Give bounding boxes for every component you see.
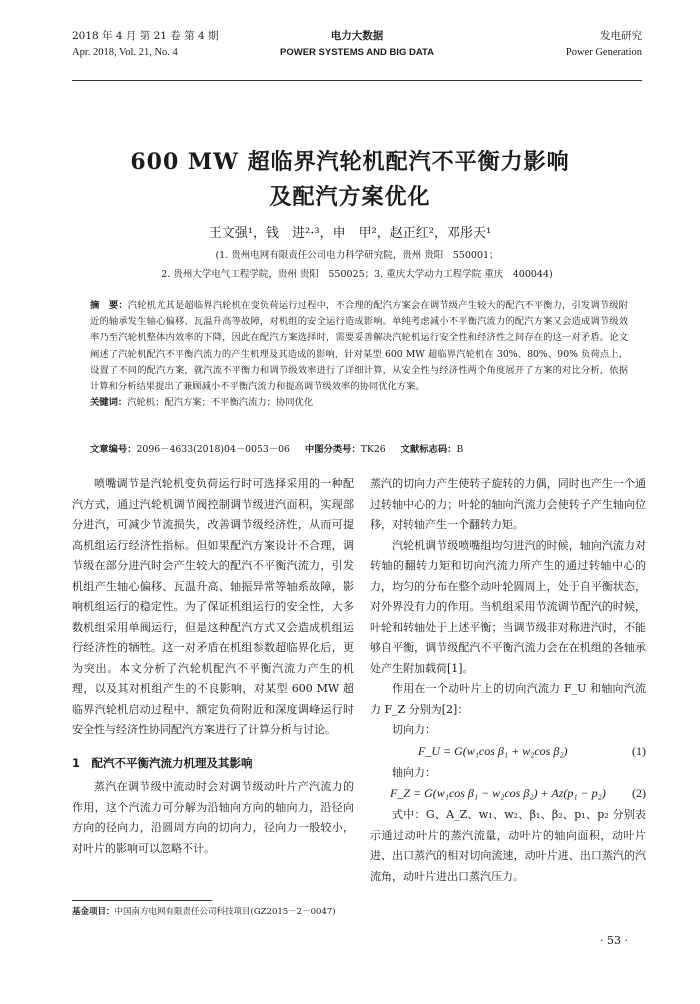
title-line-1: 600 MW 超临界汽轮机配汽不平衡力影响 <box>130 149 570 175</box>
paragraph-tangential: 蒸汽的切向力产生使转子旋转的力偶，同时也产生一个通过转轴中心的力；叶轮的轴向汽流力会使转子产生轴向位移，对转轴产生一个翻转力矩。 <box>370 477 646 531</box>
affiliation-1: (1. 贵州电网有限责任公司电力科学研究院，贵州 贵阳 550001； <box>215 250 499 261</box>
abstract <box>90 298 628 411</box>
equation-2-body: F_Z = G(w₁cos β₁ − w₂cos β₂) + Az(p₁ − p₂) <box>390 786 606 800</box>
paragraph-symbols: 式中：G、A_Z、w₁、w₂、β₁、β₂、p₁、p₂ 分别表示通过动叶片的蒸汽流量，动叶片的轴向面积，动叶片进、出口蒸汽的相对切向流速，动叶片进、出口蒸汽的汽流角，动叶片进出口蒸汽压力。 <box>370 808 646 883</box>
section-heading-1: 1 配汽不平衡汽流力机理及其影响 <box>72 755 253 770</box>
body-column-right <box>370 474 646 887</box>
abstract-label: 摘 要： <box>90 300 128 311</box>
clc-code: TK26 <box>360 444 386 455</box>
footnote-rule <box>72 900 212 901</box>
article-no-label: 文章编号： <box>90 444 137 455</box>
doc-code-label: 文献标志码： <box>400 444 457 455</box>
equation-2-label: 轴向力： <box>392 765 436 779</box>
title-line-2: 及配汽方案优化 <box>269 184 431 210</box>
article-no: 2096－4633(2018)04－0053－06 <box>136 444 290 455</box>
page-number: · 53 · <box>600 934 628 947</box>
keywords-text: 汽轮机；配汽方案；不平衡汽流力；协同优化 <box>127 397 314 409</box>
header-right <box>566 28 642 58</box>
keywords-label: 关键词： <box>90 397 128 409</box>
paragraph-forces-intro: 作用在一个动叶片上的切向汽流力 F_U 和轴向汽流力 F_Z 分别为[2]： <box>370 682 646 716</box>
paragraph-nozzle: 汽轮机调节级喷嘴组均匀进汽的时候，轴向汽流力对转轴的翻转力矩和切向汽流力所产生的通过转轴中心的力，均匀的分布在整个动叶轮圆周上，处于自平衡状态，对外界没有力的作用。当机组采用节流调节配汽的时候，叶轮和转轴处于上述平衡；当调节级非对称进汽时，不能够自平衡，调节级配汽不平衡汽流力会在在机组的各轴承处产生附加载荷[1]。 <box>370 538 646 675</box>
keywords <box>90 395 628 411</box>
journal-issue-cn: 2018 年 4 月 第 21 卷 第 4 期 <box>72 30 219 42</box>
funding-text: 中国南方电网有限责任公司科技项目(GZ2015－2－0047) <box>114 907 336 917</box>
article-meta <box>90 441 628 455</box>
equation-1-label: 切向力： <box>392 723 436 736</box>
paragraph-intro: 喷嘴调节是汽轮机变负荷运行时可选择采用的一种配汽方式，通过汽轮机调节阀控制调节级进汽面积，实现部分进汽，可减少节流损失，改善调节级经济性，从而可提高机组运行经济性指标。但如果配汽方案设计不合理，调节级在部分进汽时会产生较大的配汽不平衡汽流力，引发机组产生轴心偏移、瓦温升高、轴振异常等轴系故障，影响机组运行的稳定性。为了保证机组运行的安全性，大多数机组采用单阀运行，但是这种配汽方式又会造成机组运行经济性的牺牲。这一对矛盾在机组参数超临界化后，更为突出。本文分析了汽轮机配汽不平衡汽流力产生的机理，以及其对机组产生的不良影响，对某型 600 MW 超临界汽轮机启动过程中、额定负荷附近和深度调峰运行时安全性与经济性协同配汽方案进行了计算分析与讨论。 <box>72 477 354 736</box>
section-name-cn: 发电研究 <box>600 30 642 42</box>
author-list: 王文强¹，钱 进²·³，申 甲²，赵正红²，邓彤天¹ <box>208 226 492 241</box>
equation-1 <box>370 741 646 763</box>
funding-label: 基金项目： <box>72 907 115 917</box>
section-name-en: Power Generation <box>565 47 642 58</box>
body-column-left <box>72 474 354 859</box>
equation-2-number: (2) <box>632 786 646 800</box>
journal-name-en: POWER SYSTEMS AND BIG DATA <box>280 47 434 58</box>
running-header <box>72 28 642 88</box>
journal-issue-en: Apr. 2018, Vol. 21, No. 4 <box>72 47 178 58</box>
equation-1-number: (1) <box>632 743 646 758</box>
doc-code: B <box>456 444 464 455</box>
journal-name-cn: 电力大数据 <box>330 30 384 42</box>
paper-title <box>60 145 640 215</box>
abstract-text: 汽轮机尤其是超临界汽轮机在变负荷运行过程中，不合理的配汽方案会在调节级产生较大的配汽不平衡力，引发调节级附近的轴承发生轴心偏移、瓦温升高等故障，对机组的安全运行造成影响。单纯考虑减小不平衡汽流力的配汽方案又会造成调节级效率乃至汽轮机整体内效率的下降，因此在配汽方案选择时，需要妥善解决汽轮机运行安全性和经济性之间存在的这一对矛盾。论文阐述了汽轮机配汽不平衡汽流力的产生机理及其造成的影响，针对某型 600 MW 超临界汽轮机在 30%、80%、90% 负荷点上，设置了不同的配汽方案，就汽流不平衡力和调节级效率进行了详细计算，从安全性与经济性两个角度展开了方案的对比分析，依据计算和分析结果提出了兼顾减小不平衡汽流力和提高调节级效率的协同优化方案。 <box>90 300 628 393</box>
affiliation-2: 2. 贵州大学电气工程学院，贵州 贵阳 550025；3. 重庆大学动力工程学院 重庆 400044) <box>161 269 553 280</box>
equation-1-body: F_U = G(w₁cos β₁ + w₂cos β₂) <box>418 743 568 758</box>
header-center <box>72 28 642 58</box>
funding-note <box>72 905 336 917</box>
equation-2 <box>370 783 646 805</box>
clc-label: 中图分类号： <box>304 444 361 455</box>
paragraph-mechanism: 蒸汽在调节级中流动时会对调节级动叶片产汽流力的作用，这个汽流力可分解为沿轴向方向的轴向力，沿径向方向的径向力，沿圆周方向的切向力，径向力一般较小，对叶片的影响可以忽略不计。 <box>72 780 354 855</box>
header-rule <box>72 80 642 81</box>
